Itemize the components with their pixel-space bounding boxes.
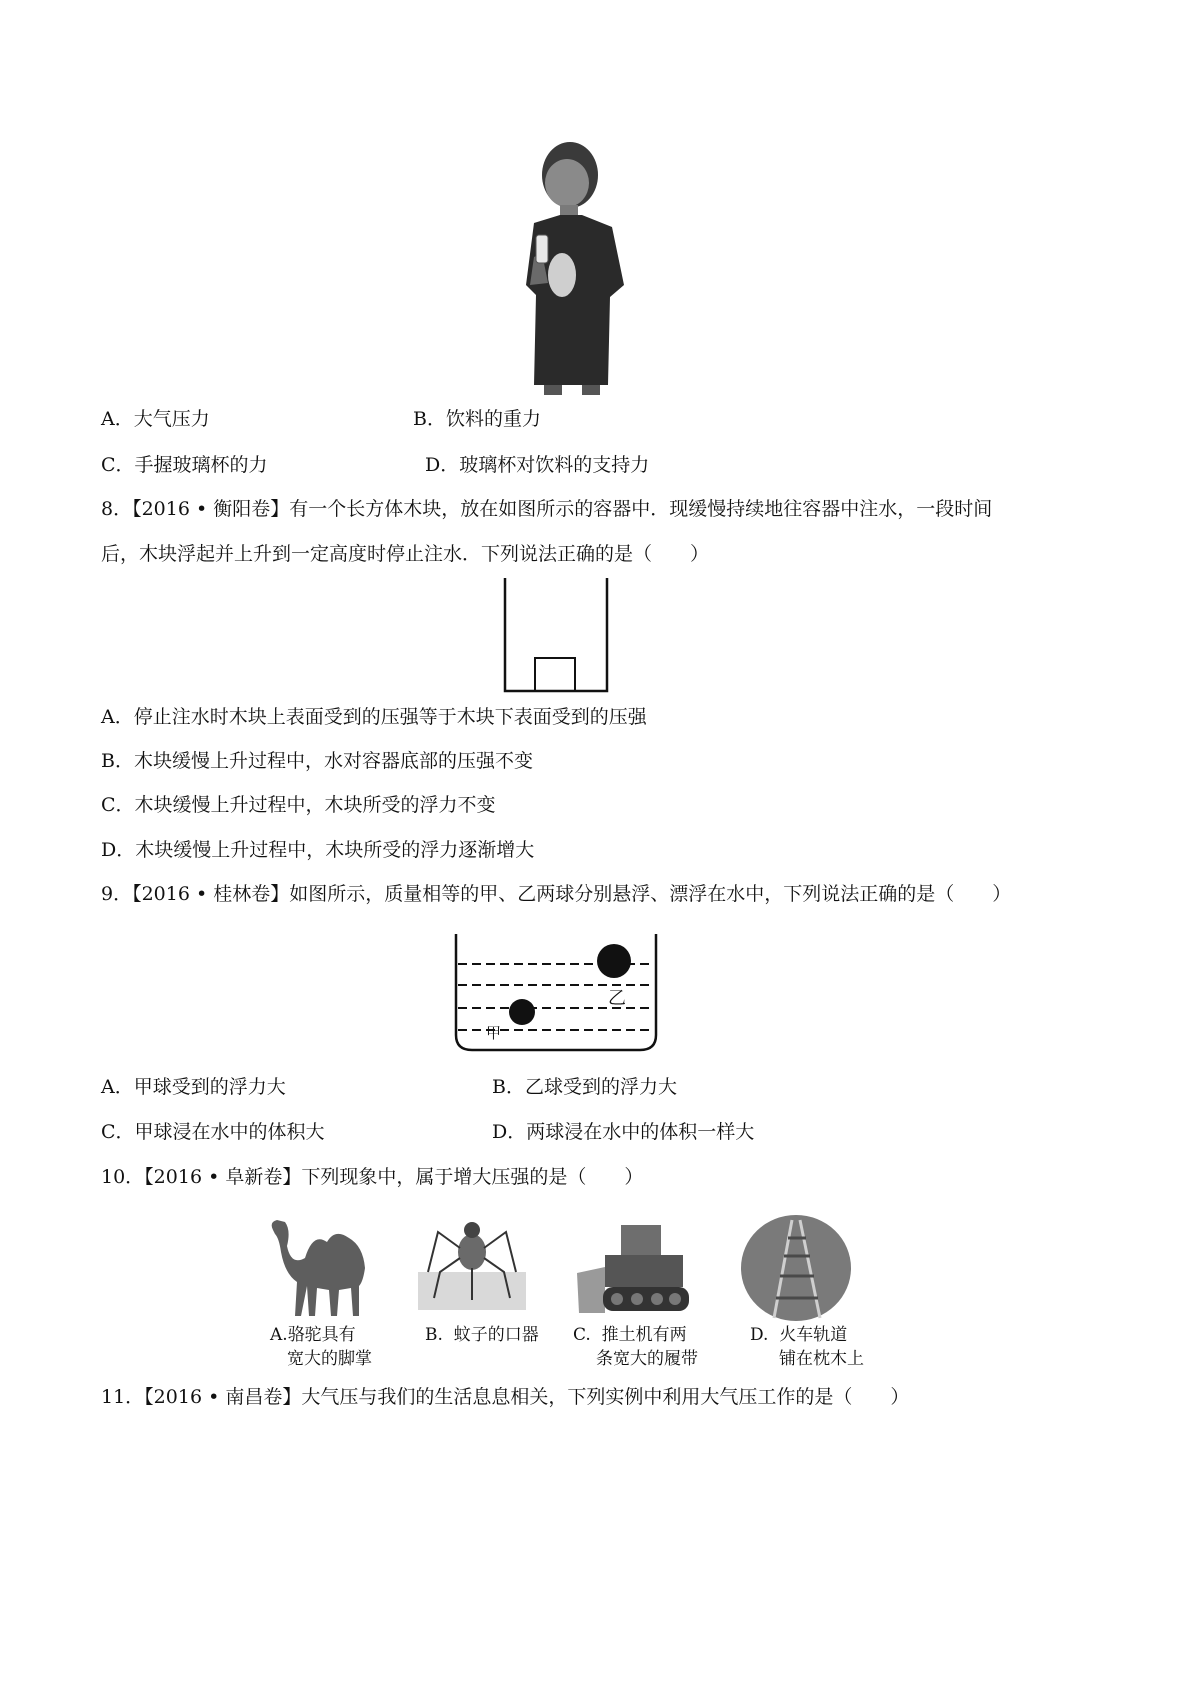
q8-stem-line2: 后，木块浮起并上升到一定高度时停止注水．下列说法正确的是（ ） [101, 543, 710, 565]
q9-option-a: A．甲球受到的浮力大 [101, 1076, 286, 1098]
mosquito-image [418, 1212, 526, 1310]
caption-d [750, 1324, 847, 1346]
q7-option-b: B．饮料的重力 [413, 408, 541, 430]
caption-c-line2-wrap [596, 1348, 698, 1370]
q7-option-c: C．手握玻璃杯的力 [101, 454, 268, 476]
q10-stem: 10．【2016 • 阜新卷】下列现象中，属于增大压强的是（ ） [101, 1166, 644, 1188]
camel-image [265, 1212, 375, 1320]
q7-option-d: D．玻璃杯对饮料的支持力 [425, 454, 650, 476]
q8-option-b: B．木块缓慢上升过程中，水对容器底部的压强不变 [101, 750, 533, 772]
caption-d-line1: 火车轨道 [779, 1325, 848, 1345]
caption-b-line1: 蚊子的口器 [453, 1325, 539, 1345]
caption-b [425, 1324, 539, 1346]
caption-a-letter: A. [270, 1325, 288, 1345]
q8-option-a: A．停止注水时木块上表面受到的压强等于木块下表面受到的压强 [101, 706, 647, 728]
caption-d-letter: D. [750, 1325, 769, 1345]
q8-option-d: D．木块缓慢上升过程中，木块所受的浮力逐渐增大 [101, 839, 535, 861]
caption-a-line2: 宽大的脚掌 [287, 1349, 372, 1369]
caption-c-line2: 条宽大的履带 [596, 1349, 698, 1369]
caption-d-line2-wrap [779, 1348, 864, 1370]
q9-option-d: D．两球浸在水中的体积一样大 [492, 1121, 755, 1143]
beaker-balls-figure [452, 930, 662, 1055]
caption-c [573, 1324, 687, 1346]
caption-d-line2: 铺在枕木上 [779, 1349, 864, 1369]
railway-track-image [740, 1214, 852, 1322]
q11-stem: 11．【2016 • 南昌卷】大气压与我们的生活息息相关，下列实例中利用大气压工作的是（ ） [101, 1386, 910, 1408]
caption-c-letter: C. [573, 1325, 591, 1345]
label-yi: 乙 [608, 988, 626, 1009]
caption-a-line2-wrap [287, 1348, 372, 1370]
q9-option-b: B．乙球受到的浮力大 [492, 1076, 677, 1098]
q9-stem: 9．【2016 • 桂林卷】如图所示，质量相等的甲、乙两球分别悬浮、漂浮在水中，下列说法正确的是（ ） [101, 883, 1012, 905]
q7-option-a: A．大气压力 [101, 408, 210, 430]
label-jia: 甲 [486, 1024, 502, 1042]
caption-c-line1: 推土机有两 [601, 1325, 687, 1345]
q8-option-c: C．木块缓慢上升过程中，木块所受的浮力不变 [101, 794, 496, 816]
caption-a [270, 1324, 356, 1346]
q9-option-c: C．甲球浸在水中的体积大 [101, 1121, 325, 1143]
caption-a-line1: 骆驼具有 [287, 1325, 356, 1345]
q8-stem-line1: 8．【2016 • 衡阳卷】有一个长方体木块，放在如图所示的容器中．现缓慢持续地往容器中注水，一段时间 [101, 498, 993, 520]
boy-photo [520, 135, 630, 395]
container-block-figure [502, 578, 610, 694]
caption-b-letter: B. [425, 1325, 443, 1345]
bulldozer-image [575, 1217, 693, 1315]
